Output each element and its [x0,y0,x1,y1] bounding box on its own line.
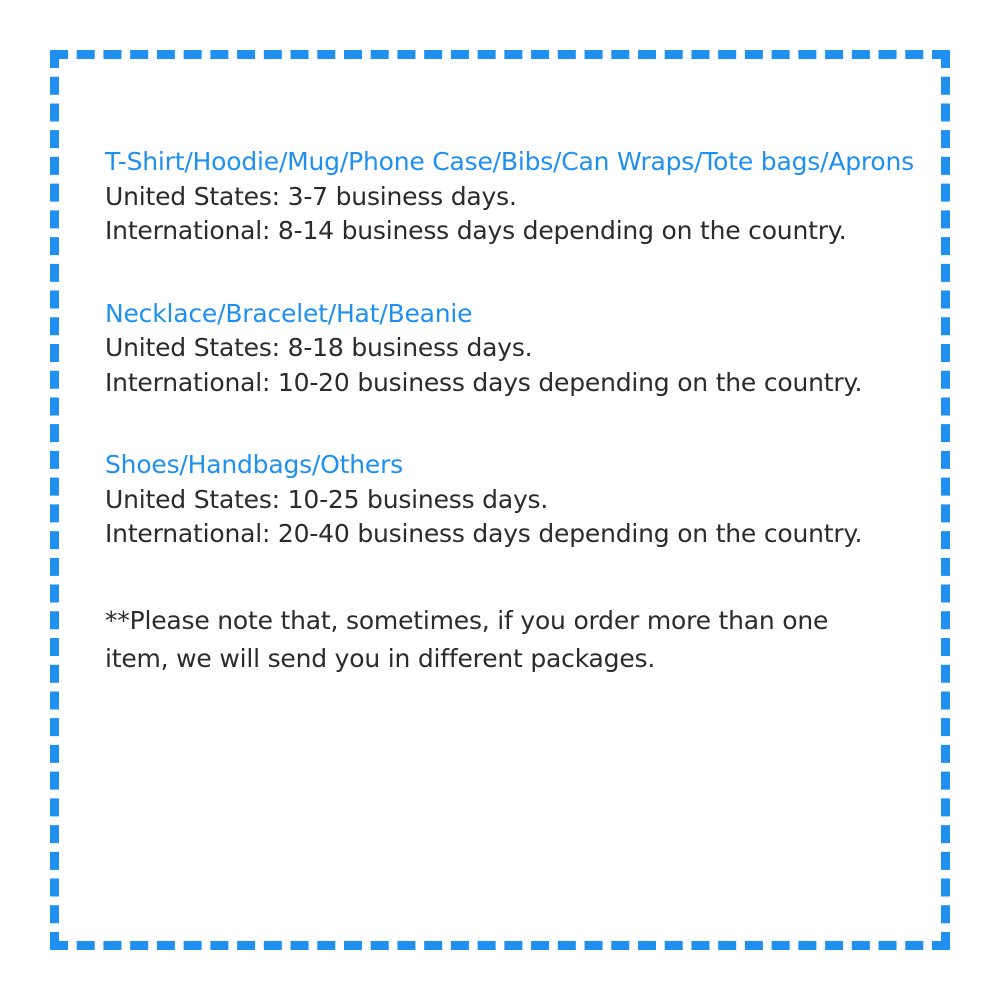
shipping-section [105,145,914,249]
section-line-domestic: United States: 8-18 business days. [105,333,533,362]
section-line-international: International: 10-20 business days depending on the country. [105,367,863,397]
shipping-times-content [105,145,914,678]
section-line-international: International: 20-40 business days depending on the country. [105,519,863,548]
section-line-domestic: United States: 10-25 business days. [105,484,549,514]
section-line-domestic: United States: 3-7 business days. [105,181,517,211]
shipping-note: **Please note that, sometimes, if you order more than one item, we will send you in different packages. [105,605,829,673]
section-line-international: International: 8-14 business days depending on the country. [105,216,847,245]
shipping-section [105,448,905,552]
shipping-section [105,297,905,401]
section-heading: Shoes/Handbags/Others [105,450,403,479]
section-heading: T-Shirt/Hoodie/Mug/Phone Case/Bibs/Can Wraps/Tote bags/Aprons [105,147,914,176]
section-heading: Necklace/Bracelet/Hat/Beanie [105,298,473,328]
